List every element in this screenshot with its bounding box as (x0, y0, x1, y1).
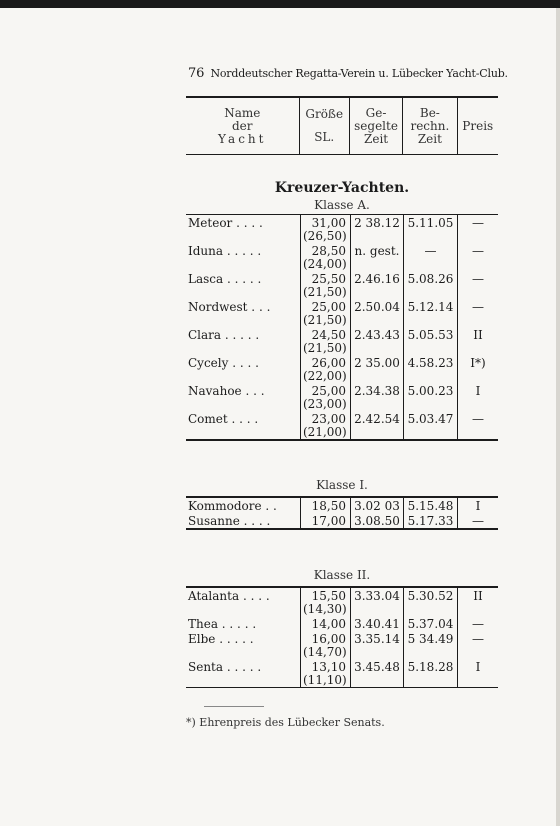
klasse-2-label: Klasse II. (313, 568, 371, 582)
prize: — (457, 271, 498, 299)
sailed-time: 2.50.04 (350, 299, 403, 327)
section-title: Kreuzer-Yachten. (274, 180, 410, 196)
header-title: Norddeutscher Regatta-Verein u. Lübecker Yacht-Club. (210, 67, 508, 80)
calculated-time: 5.05.53 (403, 327, 457, 355)
yacht-name: Kommodore . . (188, 499, 277, 513)
yacht-size: 14,00 (300, 616, 350, 631)
calculated-time: 5.08.26 (403, 271, 457, 299)
yacht-size: 25,00 (21,50) (300, 299, 350, 327)
table-header (186, 96, 498, 155)
yacht-size-sub: (21,50) (303, 313, 347, 327)
table-row (186, 616, 498, 631)
prize: II (457, 588, 498, 616)
yacht-size-sub: (21,50) (303, 285, 347, 299)
prize: I (457, 498, 498, 513)
yacht-size-sub: (11,10) (303, 673, 347, 687)
yacht-name: Thea . . . . . (188, 617, 257, 631)
calculated-time: — (403, 243, 457, 271)
yacht-size: 25,00 (23,00) (300, 383, 350, 411)
col-prize-header: Preis (457, 98, 498, 154)
prize: — (457, 215, 498, 243)
table-row (186, 215, 498, 243)
prize: — (457, 411, 498, 439)
yacht-size-sub: (14,30) (303, 602, 347, 616)
sailed-time: 2 35.00 (350, 355, 403, 383)
yacht-name: Navahoe . . . (188, 384, 265, 398)
yacht-name: Susanne . . . . (188, 514, 271, 528)
yacht-name: Lasca . . . . . (188, 272, 262, 286)
calculated-time: 5 34.49 (403, 631, 457, 659)
yacht-name: Clara . . . . . (188, 328, 260, 342)
prize: — (457, 299, 498, 327)
yacht-name: Elbe . . . . . (188, 632, 254, 646)
running-header (188, 66, 508, 81)
yacht-size: 16,00 (14,70) (300, 631, 350, 659)
prize: — (457, 616, 498, 631)
yacht-size: 18,50 (300, 498, 350, 513)
sailed-time: 3.02 03 (350, 498, 403, 513)
yacht-size-sub: (22,00) (303, 369, 347, 383)
yacht-size: 31,00 (26,50) (300, 215, 350, 243)
yacht-size: 26,00 (22,00) (300, 355, 350, 383)
page-right-edge (556, 8, 560, 826)
yacht-size: 28,50 (24,00) (300, 243, 350, 271)
col-calc-header: Be- rechn. Zeit (402, 98, 456, 154)
sailed-time: 2 38.12 (350, 215, 403, 243)
yacht-size-sub: (14,70) (303, 645, 347, 659)
prize: — (457, 631, 498, 659)
klasse-2-table (186, 586, 498, 688)
col-sailed-header: Ge- segelte Zeit (349, 98, 402, 154)
sailed-time: n. gest. (350, 243, 403, 271)
table-row (186, 355, 498, 383)
sailed-time: 3.45.48 (350, 659, 403, 687)
yacht-name: Meteor . . . . (188, 216, 263, 230)
calculated-time: 5.00.23 (403, 383, 457, 411)
calculated-time: 5.37.04 (403, 616, 457, 631)
footnote: *) Ehrenpreis des Lübecker Senats. (186, 716, 385, 729)
yacht-size: 25,50 (21,50) (300, 271, 350, 299)
prize: — (457, 243, 498, 271)
yacht-size-sub: (21,00) (303, 425, 347, 439)
table-row (186, 631, 498, 659)
calculated-time: 5.03.47 (403, 411, 457, 439)
calculated-time: 5.18.28 (403, 659, 457, 687)
yacht-size: 15,50 (14,30) (300, 588, 350, 616)
klasse-a-table (186, 214, 498, 441)
klasse-1-table (186, 496, 498, 530)
table-row (186, 327, 498, 355)
table-row (186, 588, 498, 616)
prize: I (457, 659, 498, 687)
yacht-name: Iduna . . . . . (188, 244, 262, 258)
table-row (186, 498, 498, 513)
yacht-name: Comet . . . . (188, 412, 259, 426)
prize: — (457, 513, 498, 528)
klasse-a-label: Klasse A. (314, 198, 370, 212)
col-size-header: Größe SL. (299, 98, 349, 154)
yacht-size-sub: (26,50) (303, 229, 347, 243)
sailed-time: 2.43.43 (350, 327, 403, 355)
calculated-time: 5.15.48 (403, 498, 457, 513)
table-row (186, 243, 498, 271)
yacht-size-sub: (24,00) (303, 257, 347, 271)
prize: II (457, 327, 498, 355)
calculated-time: 4.58.23 (403, 355, 457, 383)
yacht-size: 13,10 (11,10) (300, 659, 350, 687)
yacht-name: Senta . . . . . (188, 660, 262, 674)
sailed-time: 3.40.41 (350, 616, 403, 631)
table-row (186, 513, 498, 528)
sailed-time: 2.42.54 (350, 411, 403, 439)
calculated-time: 5.17.33 (403, 513, 457, 528)
col-name-header: Name der Yacht (218, 105, 267, 146)
yacht-name: Nordwest . . . (188, 300, 271, 314)
yacht-size-sub: (21,50) (303, 341, 347, 355)
sailed-time: 3.35.14 (350, 631, 403, 659)
table-row (186, 411, 498, 439)
yacht-size: 17,00 (300, 513, 350, 528)
page-top-edge (0, 0, 560, 8)
sailed-time: 2.34.38 (350, 383, 403, 411)
table-row (186, 299, 498, 327)
sailed-time: 2.46.16 (350, 271, 403, 299)
yacht-name: Cycely . . . . (188, 356, 259, 370)
calculated-time: 5.30.52 (403, 588, 457, 616)
yacht-size-sub: (23,00) (303, 397, 347, 411)
sailed-time: 3.08.50 (350, 513, 403, 528)
table-row (186, 383, 498, 411)
prize: I (457, 383, 498, 411)
klasse-1-label: Klasse I. (316, 478, 368, 492)
yacht-size: 24,50 (21,50) (300, 327, 350, 355)
calculated-time: 5.12.14 (403, 299, 457, 327)
sailed-time: 3.33.04 (350, 588, 403, 616)
table-row (186, 271, 498, 299)
yacht-name: Atalanta . . . . (188, 589, 270, 603)
calculated-time: 5.11.05 (403, 215, 457, 243)
prize: I*) (457, 355, 498, 383)
yacht-size: 23,00 (21,00) (300, 411, 350, 439)
page-number: 76 (188, 66, 205, 81)
footnote-rule (204, 706, 264, 707)
table-row (186, 659, 498, 687)
